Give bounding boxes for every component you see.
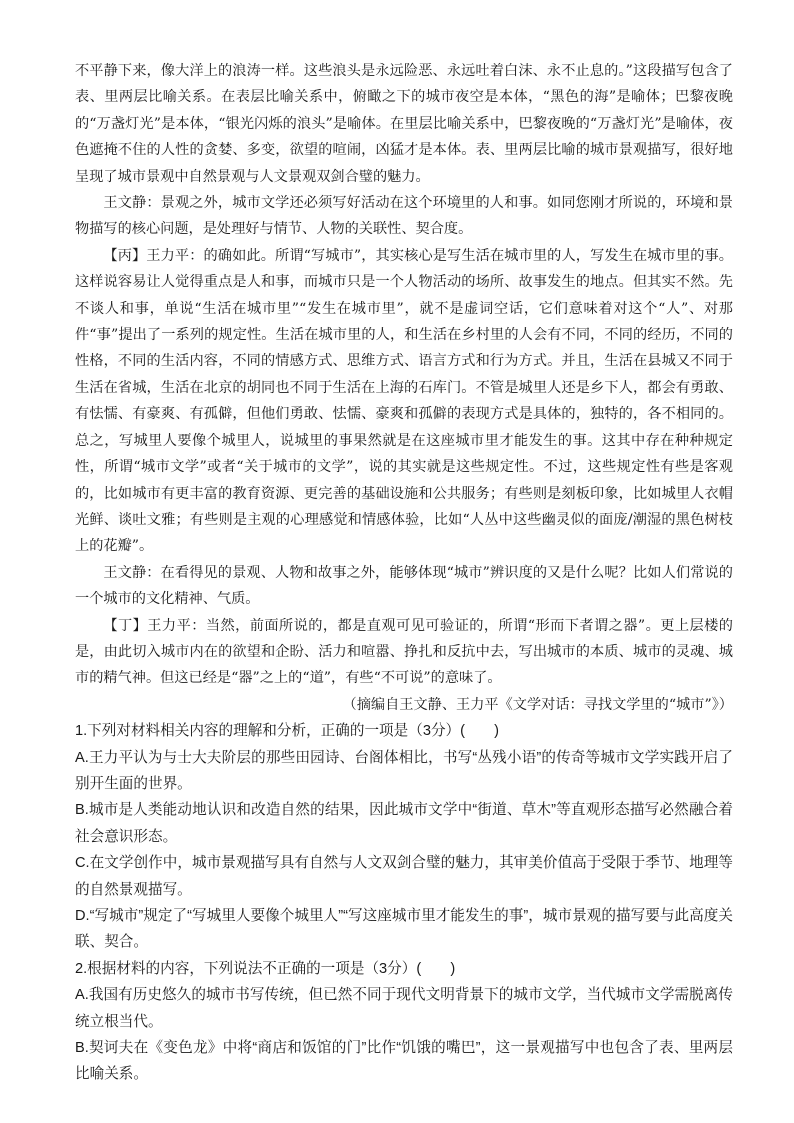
document-page — [75, 58, 733, 1088]
question-2-option-b: B.契诃夫在《变色龙》中将“商店和饭馆的门”比作“饥饿的嘴巴”，这一景观描写中也包含了表、里两层比喻关系。 — [75, 1040, 733, 1083]
passage-paragraph-2: 王文静：景观之外，城市文学还必须写好活动在这个环境里的人和事。如同您刚才所说的，环境和景物描写的核心问题，是处理好与情节、人物的关联性、契合度。 — [75, 195, 733, 238]
passage-source: （摘编自王文静、王力平《文学对话：寻找文学里的“城市”》） — [342, 696, 733, 713]
question-1-option-a: A.王力平认为与士大夫阶层的那些田园诗、台阁体相比，书写“丛残小语”的传奇等城市文学实践开启了别开生面的世界。 — [75, 749, 733, 792]
passage-paragraph-3: 【丙】王力平：的确如此。所谓“写城市”，其实核心是写生活在城市里的人，写发生在城市里的事。这样说容易让人觉得重点是人和事，而城市只是一个人物活动的场所、故事发生的地点。但其实不然。先不谈人和事，单说“生活在城市里”“发生在城市里”，就不是虚词空话，它们意味着对这个“人”、对那件“事”提出了一系列的规定性。生活在城市里的人，和生活在乡村里的人会有不同，不同的经历，不同的性格，不同的生活内容，不同的情感方式、思维方式、语言方式和行为方式。并且，生活在县城又不同于生活在省城，生活在北京的胡同也不同于生活在上海的石库门。不管是城里人还是乡下人，都会有勇敢、有怯懦、有豪爽、有孤僻，但他们勇敢、怯懦、豪爽和孤僻的表现方式是具体的，独特的，各不相同的。总之，写城里人要像个城里人，说城里的事果然就是在这座城市里才能发生的事。这其中存在种种规定性，所谓“城市文学”或者“关于城市的文学”，说的其实就是这些规定性。不过，这些规定性有些是客观的，比如城市有更丰富的教育资源、更完善的基础设施和公共服务；有些则是刻板印象，比如城里人衣帽光鲜、谈吐文雅；有些则是主观的心理感觉和情感体验，比如“人丛中这些幽灵似的面庞/潮湿的黑色树枝上的花瓣”。 — [75, 247, 733, 555]
passage-paragraph-5: 【丁】王力平：当然，前面所说的，都是直观可见可验证的，所谓“形而下者谓之器”。更上层楼的是，由此切入城市内在的欲望和企盼、活力和喧嚣、挣扎和反抗中去，写出城市的本质、城市的灵魂、城市的精气神。但这已经是“器”之上的“道”，有些“不可说”的意味了。 — [75, 617, 733, 687]
question-1-option-d: D.“写城市”规定了“写城里人要像个城里人”“写这座城市里才能发生的事”，城市景观的描写要与此高度关联、契合。 — [75, 908, 733, 951]
question-2-stem: 2.根据材料的内容，下列说法不正确的一项是（3分）( ) — [75, 960, 456, 977]
question-1-option-b: B.城市是人类能动地认识和改造自然的结果，因此城市文学中“街道、草木”等直观形态描写必然融合着社会意识形态。 — [75, 802, 733, 845]
passage-paragraph-4: 王文静：在看得见的景观、人物和故事之外，能够体现“城市”辨识度的又是什么呢？比如人们常说的一个城市的文化精神、气质。 — [75, 564, 733, 608]
question-2-option-a: A.我国有历史悠久的城市书写传统，但已然不同于现代文明背景下的城市文学，当代城市文学需脱离传统立根当代。 — [75, 987, 733, 1030]
passage-paragraph-1: 不平静下来，像大洋上的浪涛一样。这些浪头是永远险恶、永远吐着白沫、永不止息的。”这段描写包含了表、里两层比喻关系。在表层比喻关系中，俯瞰之下的城市夜空是本体，“黑色的海”是喻体；巴黎夜晚的“万盏灯光”是本体，“银光闪烁的浪头”是喻体。在里层比喻关系中，巴黎夜晚的“万盏灯光”是喻体，夜色遮掩不住的人性的贪婪、多变，欲望的喧闹，凶猛才是本体。表、里两层比喻的城市景观描写，很好地呈现了城市景观中自然景观与人文景观双剑合璧的魅力。 — [75, 63, 733, 185]
question-1-option-c: C.在文学创作中，城市景观描写具有自然与人文双剑合璧的魅力，其审美价值高于受限于季节、地理等的自然景观描写。 — [75, 855, 733, 898]
question-1-stem: 1.下列对材料相关内容的理解和分析，正确的一项是（3分）( ) — [75, 723, 500, 740]
